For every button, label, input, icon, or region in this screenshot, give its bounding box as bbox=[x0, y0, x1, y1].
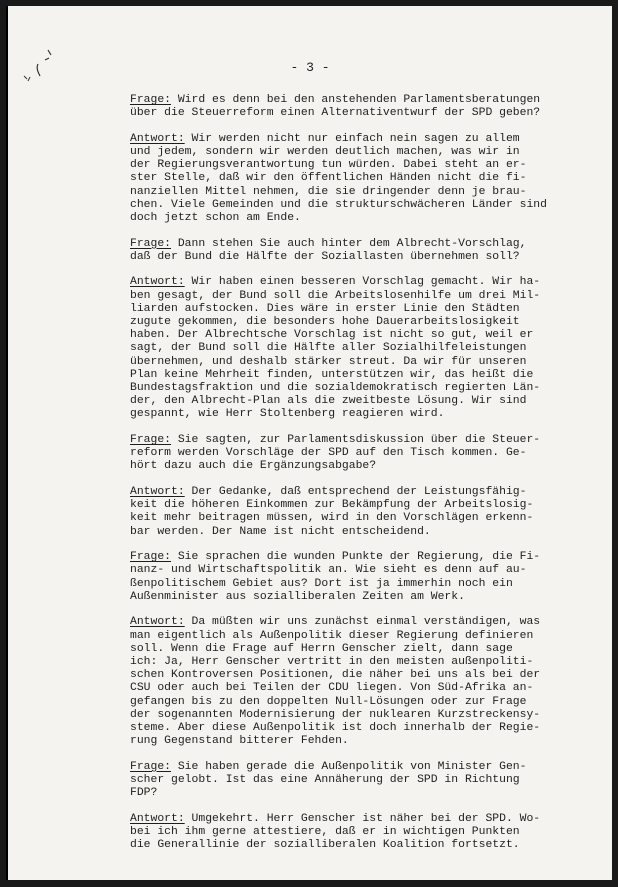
text-line bbox=[130, 591, 570, 604]
question-block bbox=[130, 238, 570, 264]
line-text: reform werden Vorschläge der SPD auf den Tisch kommen. Ge- bbox=[130, 447, 527, 460]
line-text: Wir haben einen besseren Vorschlag gemacht. Wir ha- bbox=[184, 276, 541, 289]
line-text: scher gelobt. Ist das eine Annäherung der SPD in Richtung bbox=[130, 774, 520, 787]
line-text: Dann stehen Sie auch hinter dem Albrecht-Vorschlag, bbox=[171, 237, 527, 250]
line-text: liarden aufstocken. Dies wäre in erster Linie den Städten bbox=[130, 302, 520, 315]
text-line bbox=[130, 329, 570, 342]
answer-block bbox=[130, 486, 570, 539]
text-line bbox=[130, 616, 570, 629]
question-block bbox=[130, 551, 570, 604]
text-line bbox=[130, 342, 570, 355]
text-line bbox=[130, 94, 570, 107]
line-text: keit mehr beitragen müssen, wird in den Vorschlägen erkenn- bbox=[130, 512, 534, 525]
question-label: Frage: bbox=[130, 434, 172, 447]
text-line bbox=[130, 526, 570, 539]
line-text: Sie haben gerade die Außenpolitik von Minister Gen- bbox=[171, 760, 527, 773]
line-text: CSU oder auch bei Teilen der CDU liegen. Von Süd-Afrika an- bbox=[130, 682, 534, 695]
question-block bbox=[130, 761, 570, 801]
text-line bbox=[130, 839, 570, 852]
text-line bbox=[130, 512, 570, 525]
line-text: die Generallinie der sozialliberalen Koalition fortsetzt. bbox=[130, 839, 520, 852]
line-text: ich: Ja, Herr Genscher vertritt in den meisten außenpoliti- bbox=[130, 656, 534, 669]
text-line bbox=[130, 212, 570, 225]
text-line bbox=[130, 696, 570, 709]
text-line bbox=[130, 369, 570, 382]
text-line bbox=[130, 146, 570, 159]
text-line bbox=[130, 447, 570, 460]
text-line bbox=[130, 774, 570, 787]
question-label: Frage: bbox=[130, 760, 172, 773]
line-text: über die Steuerreform einen Alternativentwurf der SPD geben? bbox=[130, 107, 541, 120]
text-line bbox=[130, 408, 570, 421]
text-line bbox=[130, 709, 570, 722]
line-text: chen. Viele Gemeinden und die strukturschwächeren Länder sind bbox=[130, 198, 547, 211]
text-line bbox=[130, 669, 570, 682]
document-page bbox=[6, 6, 612, 880]
text-line bbox=[130, 578, 570, 591]
interview-text bbox=[130, 94, 570, 865]
text-line bbox=[130, 643, 570, 656]
text-line bbox=[130, 395, 570, 408]
line-text: rung Gegenstand bitterer Fehden. bbox=[130, 735, 349, 748]
line-text: FDP? bbox=[130, 787, 158, 800]
page-number: - 3 - bbox=[290, 60, 330, 75]
line-text: ben gesagt, der Bund soll die Arbeitslosenhilfe um drei Mil- bbox=[130, 289, 541, 302]
text-line bbox=[130, 460, 570, 473]
line-text: ßenpolitischem Gebiet aus? Dort ist ja immerhin noch ein bbox=[130, 577, 513, 590]
text-line bbox=[130, 826, 570, 839]
line-text: und jedem, sondern wir werden deutlich machen, was wir in bbox=[130, 146, 520, 158]
line-text: schen Kontroversen Positionen, die näher bei uns als bei der bbox=[130, 669, 541, 682]
text-line bbox=[130, 303, 570, 316]
line-text: steme. Aber diese Außenpolitik ist doch innerhalb der Regie- bbox=[130, 722, 541, 735]
answer-label: Antwort: bbox=[130, 486, 185, 499]
text-line bbox=[130, 290, 570, 303]
line-text: Sie sprachen die wunden Punkte der Regierung, die Fi- bbox=[171, 551, 541, 564]
line-text: man eigentlich als Außenpolitik dieser Regierung definieren bbox=[130, 629, 534, 642]
line-text: Bundestagsfraktion und die sozialdemokratisch regierten Län- bbox=[130, 382, 541, 395]
text-line bbox=[130, 630, 570, 643]
answer-label: Antwort: bbox=[130, 132, 185, 145]
line-text: gespannt, wie Herr Stoltenberg reagieren wird. bbox=[130, 408, 445, 421]
text-line bbox=[130, 682, 570, 695]
line-text: der sogenannten Modernisierung der nuklearen Kurzstreckensy- bbox=[130, 708, 541, 721]
line-text: der, den Albrecht-Plan als die zweitbeste Lösung. Wir sind bbox=[130, 395, 527, 408]
text-line bbox=[130, 656, 570, 669]
answer-block bbox=[130, 616, 570, 748]
line-text: bar werden. Der Name ist nicht entscheidend. bbox=[130, 525, 431, 538]
text-line bbox=[130, 813, 570, 826]
question-label: Frage: bbox=[130, 237, 172, 250]
text-line bbox=[130, 356, 570, 369]
line-text: doch jetzt schon am Ende. bbox=[130, 212, 301, 225]
line-text: Außenminister aus sozialliberalen Zeiten am Werk. bbox=[130, 590, 465, 603]
text-line bbox=[130, 722, 570, 735]
text-line bbox=[130, 787, 570, 800]
line-text: Wir werden nicht nur einfach nein sagen zu allem bbox=[184, 132, 520, 145]
answer-label: Antwort: bbox=[130, 616, 185, 629]
line-text: der Regierungsverantwortung tun würden. Dabei steht an er- bbox=[130, 159, 527, 172]
text-line bbox=[130, 133, 570, 146]
text-line bbox=[130, 564, 570, 577]
text-line bbox=[130, 107, 570, 120]
line-text: Da müßten wir uns zunächst einmal verständigen, was bbox=[184, 616, 541, 629]
line-text: soll. Wenn die Frage auf Herrn Genscher zielt, dann sage bbox=[130, 642, 513, 655]
line-text: hört dazu auch die Ergänzungsabgabe? bbox=[130, 460, 377, 473]
answer-block bbox=[130, 276, 570, 421]
text-line bbox=[130, 238, 570, 251]
line-text: bei ich ihm gerne attestiere, daß er in wichtigen Punkten bbox=[130, 826, 520, 839]
line-text: Umgekehrt. Herr Genscher ist näher bei der SPD. Wo- bbox=[184, 812, 541, 825]
line-text: gefangen bis zu den doppelten Null-Lösungen oder zur Frage bbox=[130, 695, 527, 708]
text-line bbox=[130, 199, 570, 212]
line-text: nanziellen Mittel nehmen, die sie dringender denn je brau- bbox=[130, 185, 527, 198]
text-line bbox=[130, 486, 570, 499]
line-text: Plan keine Mehrheit finden, unterstützen wir, das heißt die bbox=[130, 368, 534, 381]
answer-block bbox=[130, 133, 570, 225]
answer-label: Antwort: bbox=[130, 276, 185, 289]
question-block bbox=[130, 434, 570, 474]
line-text: sagt, der Bund soll die Hälfte aller Sozialhilfeleistungen bbox=[130, 342, 527, 355]
line-text: daß der Bund die Hälfte der Soziallasten übernehmen soll? bbox=[130, 250, 520, 263]
text-line bbox=[130, 316, 570, 329]
line-text: übernehmen, und deshalb stärker streut. Da wir für unseren bbox=[130, 355, 527, 368]
text-line bbox=[130, 499, 570, 512]
line-text: haben. Der Albrechtsche Vorschlag ist nicht so gut, weil er bbox=[130, 329, 534, 342]
line-text: Wird es denn bei den anstehenden Parlamentsberatungen bbox=[171, 94, 541, 106]
text-line bbox=[130, 172, 570, 185]
text-line bbox=[130, 382, 570, 395]
text-line bbox=[130, 434, 570, 447]
question-label: Frage: bbox=[130, 94, 172, 106]
line-text: nanz- und Wirtschaftspolitik an. Wie sieht es denn auf au- bbox=[130, 564, 527, 577]
text-line bbox=[130, 761, 570, 774]
question-label: Frage: bbox=[130, 551, 172, 564]
line-text: zugute gekommen, die besonders hohe Dauerarbeitslosigkeit bbox=[130, 316, 520, 329]
line-text: Der Gedanke, daß entsprechend der Leistungsfähig- bbox=[184, 486, 527, 499]
text-line bbox=[130, 186, 570, 199]
answer-label: Antwort: bbox=[130, 812, 185, 825]
question-block bbox=[130, 94, 570, 120]
line-text: ster Stelle, daß wir den öffentlichen Händen nicht die fi- bbox=[130, 172, 527, 185]
text-line bbox=[130, 735, 570, 748]
text-line bbox=[130, 551, 570, 564]
text-line bbox=[130, 276, 570, 289]
line-text: Sie sagten, zur Parlamentsdiskussion über die Steuer- bbox=[171, 434, 541, 447]
answer-block bbox=[130, 813, 570, 853]
text-line bbox=[130, 251, 570, 264]
line-text: keit die höheren Einkommen zur Bekämpfung der Arbeitslosig- bbox=[130, 499, 534, 512]
text-line bbox=[130, 159, 570, 172]
